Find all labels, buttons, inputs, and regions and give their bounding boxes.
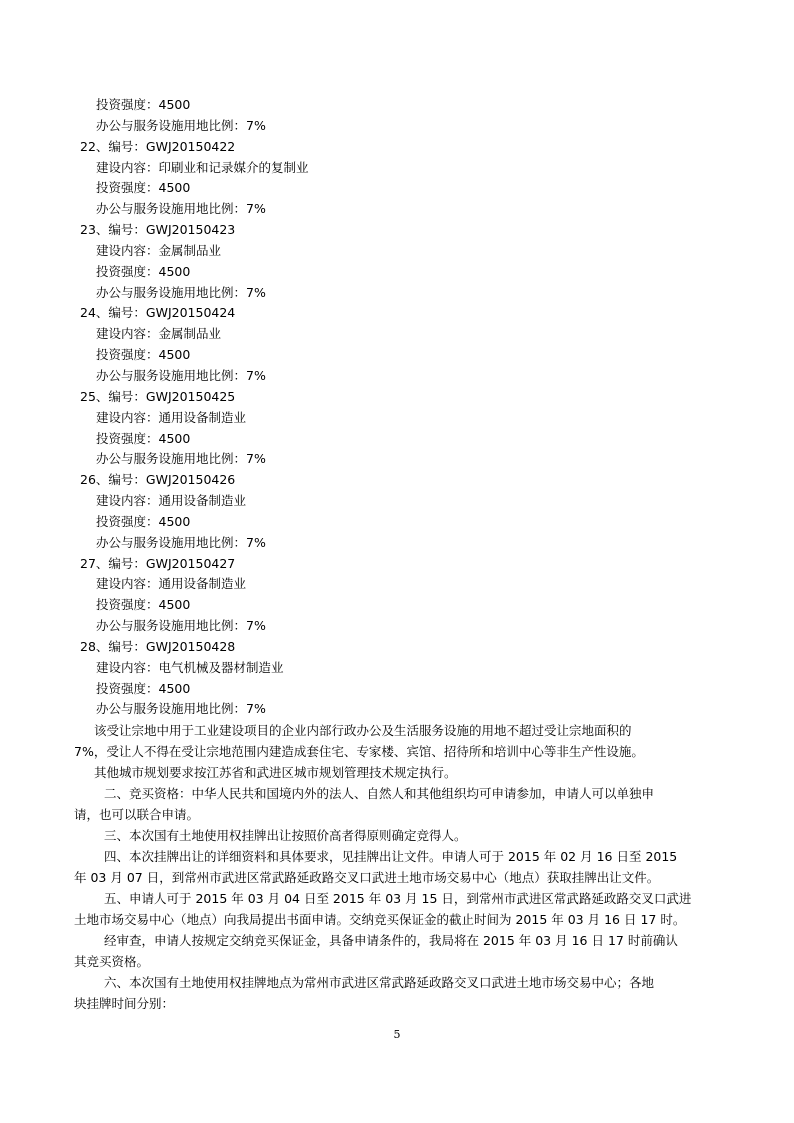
parcel-detail-line: 投资强度：4500 — [96, 347, 191, 363]
parcel-detail-line: 办公与服务设施用地比例：7% — [96, 201, 266, 217]
paragraph-line: 年 03 月 07 日，到常州市武进区常武路延政路交叉口武进土地市场交易中心（地点）获取挂牌出让文件。 — [74, 870, 660, 885]
parcel-number-line: 23、编号：GWJ20150423 — [80, 222, 236, 238]
paragraph — [74, 846, 724, 888]
paragraph-line: 经审查，申请人按规定交纳竞买保证金，具备申请条件的，我局将在 2015 年 03 月 16 日 17 时前确认 — [104, 933, 678, 948]
paragraph — [74, 783, 724, 825]
paragraph-line: 五、申请人可于 2015 年 03 月 04 日至 2015 年 03 月 15 日，到常州市武进区常武路延政路交叉口武进 — [104, 891, 692, 906]
paragraph — [74, 972, 724, 1014]
paragraph-line: 7%，受让人不得在受让宗地范围内建造成套住宅、专家楼、宾馆、招待所和培训中心等非生产性设施。 — [74, 744, 644, 759]
parcel-detail-line: 办公与服务设施用地比例：7% — [96, 451, 266, 467]
paragraph-line: 该受让宗地中用于工业建设项目的企业内部行政办公及生活服务设施的用地不超过受让宗地面积的 — [94, 723, 632, 738]
parcel-number-line: 24、编号：GWJ20150424 — [80, 305, 236, 321]
paragraph-line: 其竞买资格。 — [74, 954, 150, 969]
parcel-list — [0, 95, 794, 720]
page-number: 5 — [393, 1028, 401, 1041]
parcel-number-line: 22、编号：GWJ20150422 — [80, 138, 236, 154]
parcel-detail-line: 办公与服务设施用地比例：7% — [96, 117, 266, 133]
paragraph-line: 请，也可以联合申请。 — [74, 807, 200, 822]
paragraph — [74, 888, 724, 930]
paragraph-line: 二、竞买资格：中华人民共和国境内外的法人、自然人和其他组织均可申请参加，申请人可以单独申 — [104, 786, 655, 801]
parcel-detail-line: 办公与服务设施用地比例：7% — [96, 618, 266, 634]
parcel-detail-line: 投资强度：4500 — [96, 97, 191, 112]
paragraph — [74, 930, 724, 972]
parcel-detail-line: 建设内容：通用设备制造业 — [96, 576, 247, 592]
parcel-detail-line: 办公与服务设施用地比例：7% — [96, 284, 266, 300]
paragraph — [74, 762, 724, 783]
paragraph-line: 四、本次挂牌出让的详细资料和具体要求，见挂牌出让文件。申请人可于 2015 年 02 月 16 日至 2015 — [104, 849, 678, 864]
parcel-detail-line: 办公与服务设施用地比例：7% — [96, 367, 266, 383]
paragraph-line: 三、本次国有土地使用权挂牌出让按照价高者得原则确定竞得人。 — [104, 828, 467, 843]
parcel-detail-line: 建设内容：印刷业和记录媒介的复制业 — [96, 159, 309, 175]
parcel-detail-line: 投资强度：4500 — [96, 180, 191, 196]
paragraph-line: 其他城市规划要求按江苏省和武进区城市规划管理技术规定执行。 — [94, 765, 457, 780]
paragraph-line: 土地市场交易中心（地点）向我局提出书面申请。交纳竞买保证金的截止时间为 2015 年 03 月 16 日 17 时。 — [74, 912, 686, 927]
parcel-number-line: 26、编号：GWJ20150426 — [80, 472, 236, 488]
parcel-detail-line: 建设内容：电气机械及器材制造业 — [96, 659, 284, 675]
paragraph-line: 六、本次国有土地使用权挂牌地点为常州市武进区常武路延政路交叉口武进土地市场交易中心；各地 — [104, 975, 655, 990]
parcel-detail-line: 建设内容：通用设备制造业 — [96, 493, 247, 509]
parcel-number-line: 25、编号：GWJ20150425 — [80, 388, 236, 404]
paragraph-line: 块挂牌时间分别： — [74, 996, 175, 1011]
parcel-detail-line: 建设内容：通用设备制造业 — [96, 409, 247, 425]
parcel-detail-line: 建设内容：金属制品业 — [96, 326, 222, 342]
parcel-detail-line: 投资强度：4500 — [96, 597, 191, 613]
paragraph — [74, 720, 724, 762]
parcel-number-line: 28、编号：GWJ20150428 — [80, 638, 236, 654]
parcel-detail-line: 办公与服务设施用地比例：7% — [96, 701, 266, 717]
parcel-detail-line: 投资强度：4500 — [96, 680, 191, 696]
parcel-detail-line: 办公与服务设施用地比例：7% — [96, 534, 266, 550]
announcement-paragraphs — [74, 720, 724, 1014]
paragraph — [74, 825, 724, 846]
parcel-detail-line: 投资强度：4500 — [96, 430, 191, 446]
parcel-detail-line: 投资强度：4500 — [96, 263, 191, 279]
parcel-number-line: 27、编号：GWJ20150427 — [80, 555, 236, 571]
parcel-detail-line: 建设内容：金属制品业 — [96, 242, 222, 258]
parcel-detail-line: 投资强度：4500 — [96, 513, 191, 529]
